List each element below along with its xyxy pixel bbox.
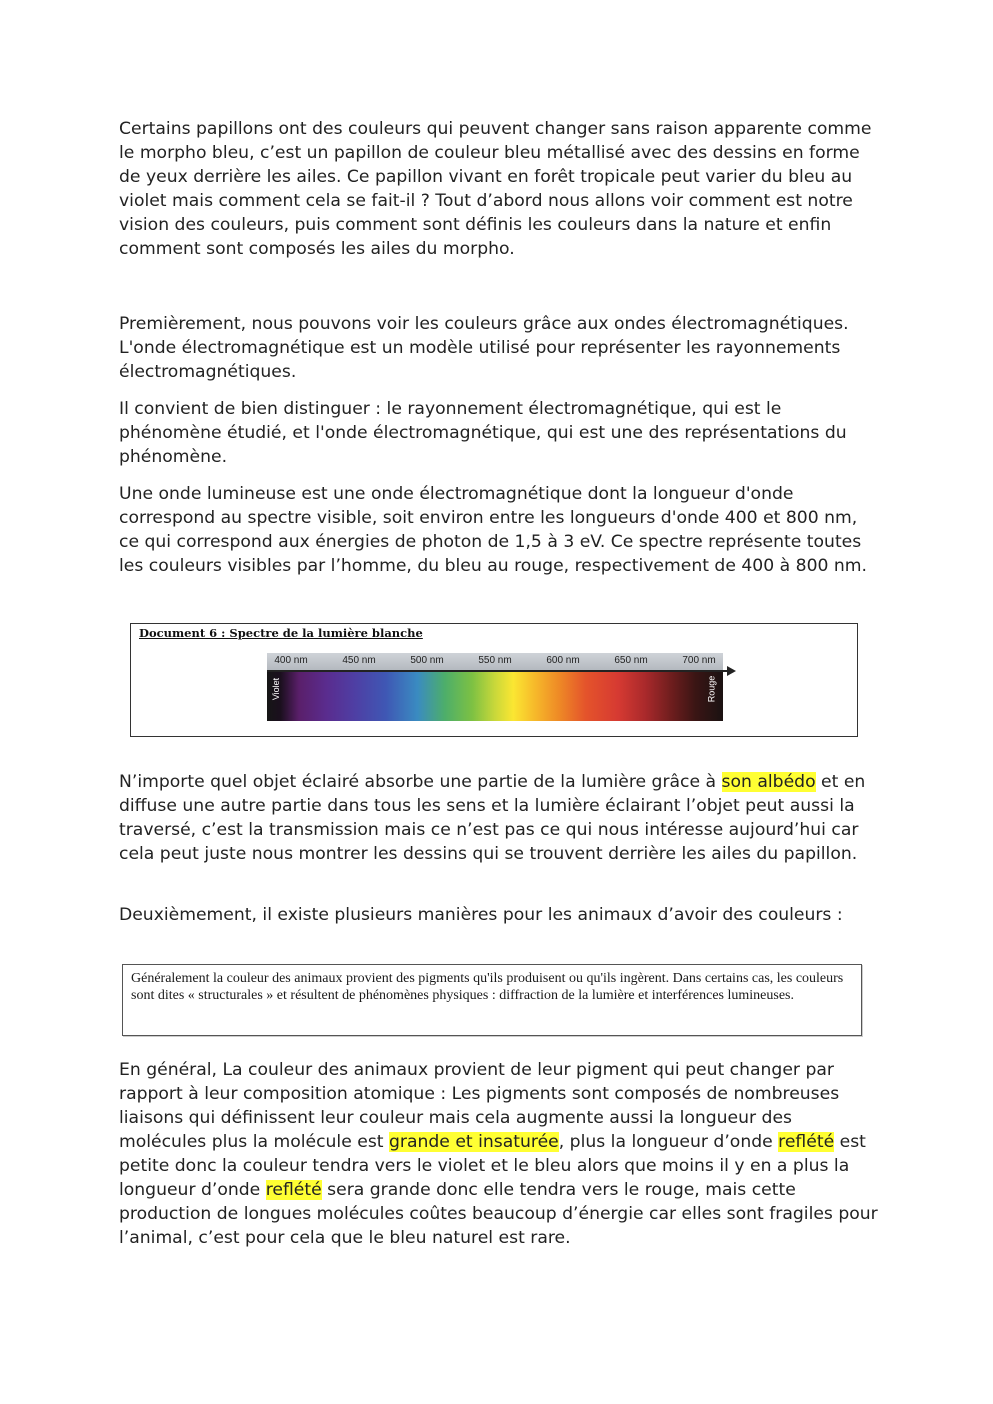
spectrum-figure-title: Document 6 : Spectre de la lumière blanche [139, 626, 423, 640]
rouge-label: Rouge [706, 675, 717, 703]
tick-label: 600 nm [546, 655, 580, 666]
violet-label: Violet [271, 677, 282, 701]
tick-label: 500 nm [410, 655, 444, 666]
quote-figure [122, 964, 862, 1036]
distinguer-paragraph: Il convient de bien distinguer : le rayonnement électromagnétique, qui est le phénomène étudié, et l'onde électromagnétique, qui est une des représentations du phénomène. [119, 399, 847, 467]
tick-label: 700 nm [682, 655, 716, 666]
text-run: , plus la longueur d’onde [558, 1132, 779, 1152]
wavelength-axis-labels [267, 653, 723, 670]
color-spectrum-bar [267, 672, 723, 721]
text-run: et en diffuse une autre partie dans tous les sens et la lumière éclairant l’objet peut aussi la traversé, c’est la transmission mais ce n’est pas ce qui nous intéresse aujourd’hui car cela peut juste nous montrer les dessins qui se trouvent derrière les ailes du papillon. [119, 772, 866, 864]
quote-text: Généralement la couleur des animaux provient des pigments qu'ils produisent ou qu'ils ingèrent. Dans certains cas, les couleurs sont dites « structurales » et résultent de phénomènes physiques : diffraction de la lumière et interférences lumineuses. [131, 971, 844, 1003]
tick-label: 650 nm [614, 655, 648, 666]
highlighted-text: son albédo [721, 772, 816, 792]
tick-label: 450 nm [342, 655, 376, 666]
highlighted-text: reflété [778, 1132, 835, 1152]
intro-paragraph: Certains papillons ont des couleurs qui peuvent changer sans raison apparente comme le morpho bleu, c’est un papillon de couleur bleu métallisé avec des dessins en forme de yeux derrière les ailes. Ce papillon vivant en forêt tropicale peut varier du bleu au violet mais comment cela se fait-il ? Tout d’abord nous allons voir comment est notre vision des couleurs, puis comment sont définis les couleurs dans la nature et enfin comment sont composés les ailes du morpho. [119, 119, 872, 259]
text-run: sera grande donc elle tendra vers le rouge, mais cette production de longues molécules coûtes beaucoup d’énergie car elles sont fragiles pour l’animal, c’est pour cela que le bleu naturel est rare. [119, 1180, 878, 1248]
onde-lumineuse-paragraph: Une onde lumineuse est une onde électromagnétique dont la longueur d'onde correspond au spectre visible, soit environ entre les longueurs d'onde 400 et 800 nm, ce qui correspond aux énergies de photon de 1,5 à 3 eV. Ce spectre représente toutes les couleurs visibles par l’homme, du bleu au rouge, respectivement de 400 à 800 nm. [119, 484, 867, 576]
highlighted-text: reflété [265, 1180, 322, 1200]
highlighted-text: grande et insaturée [388, 1132, 559, 1152]
tick-label: 400 nm [274, 655, 308, 666]
tick-label: 550 nm [478, 655, 512, 666]
spectrum-figure [130, 623, 858, 737]
text-run: est petite donc la couleur tendra vers le violet et le bleu alors que moins il y en a plus la longueur d’onde [119, 1132, 866, 1200]
objet-eclaire-paragraph [119, 770, 879, 866]
text-run: N’importe quel objet éclairé absorbe une partie de la lumière grâce à [119, 772, 722, 792]
axis-arrow-icon [727, 666, 736, 676]
premierement-paragraph: Premièrement, nous pouvons voir les couleurs grâce aux ondes électromagnétiques. L'onde électromagnétique est un modèle utilisé pour représenter les rayonnements électromagnétiques. [119, 314, 849, 382]
deuxiemement-paragraph: Deuxièmement, il existe plusieurs manières pour les animaux d’avoir des couleurs : [119, 905, 843, 925]
general-paragraph [119, 1058, 879, 1250]
text-run: En général, La couleur des animaux provient de leur pigment qui peut changer par rapport à leur composition atomique : Les pigments sont composés de nombreuses liaisons qui définissent leur couleur mais cela augmente aussi la longueur des molécules plus la molécule est [119, 1060, 840, 1152]
